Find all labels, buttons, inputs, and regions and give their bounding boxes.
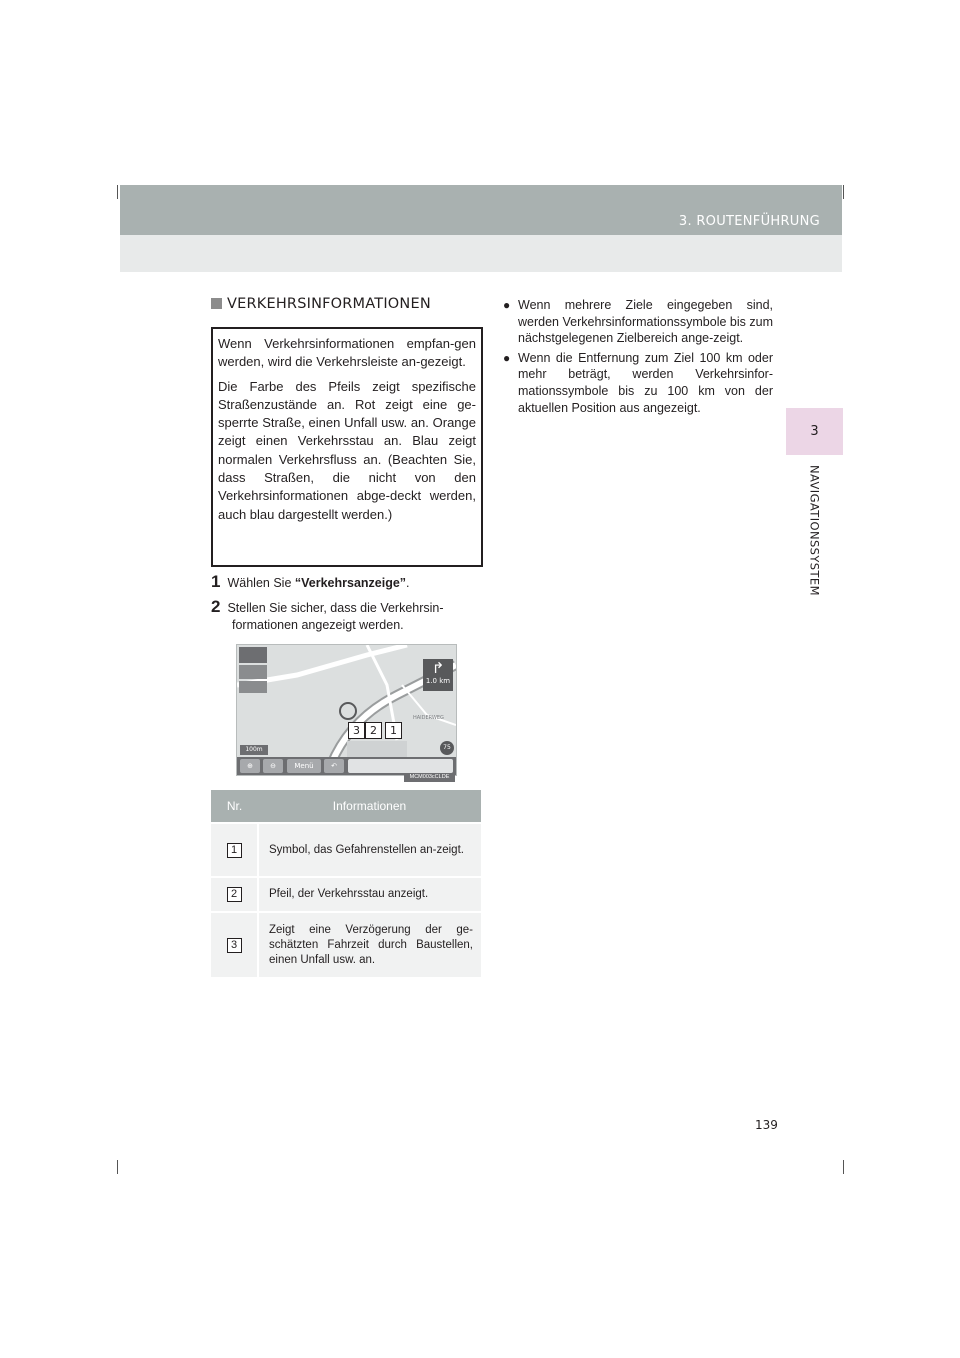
note-text: Wenn die Entfernung zum Ziel 100 km oder mehr beträgt, werden Verkehrsinfor-mationssymbole bis zu 100 km von der aktuellen Position aus angezeigt. <box>518 350 773 415</box>
step-button-name: “Verkehrsanzeige” <box>294 576 407 590</box>
header-subbar <box>120 235 842 272</box>
table-row <box>211 912 481 977</box>
navigation-screenshot <box>236 644 457 776</box>
row-number-box: 1 <box>227 843 242 858</box>
back-button: ↶ <box>324 759 344 773</box>
note-text: Wenn mehrere Ziele eingegeben sind, werden Verkehrsinformationssymbole bis zum nächstgelegenen Zielbereich ange-zeigt. <box>518 298 773 346</box>
step-text-suffix: . <box>406 576 410 590</box>
turn-distance: 1.0 km <box>425 677 451 685</box>
turn-arrow-icon: ↱ <box>431 659 445 677</box>
info-table <box>211 790 481 977</box>
traffic-bar <box>348 759 453 773</box>
callout-2: 2 <box>365 722 382 739</box>
callout-1: 1 <box>385 722 402 739</box>
chapter-tab <box>786 408 843 455</box>
table-cell-info: Zeigt eine Verzögerung der ge-schätzten Fahrzeit durch Baustellen, einen Unfall usw. an. <box>258 912 481 977</box>
table-header-nr: Nr. <box>211 790 258 823</box>
route-badge: 75 <box>443 744 451 751</box>
table-cell-info: Pfeil, der Verkehrsstau anzeigt. <box>258 877 481 912</box>
step-number: 1 <box>211 572 221 591</box>
callout-3: 3 <box>348 722 365 739</box>
info-box <box>211 327 483 567</box>
page-number: 139 <box>755 1118 778 1132</box>
section-heading <box>211 296 431 312</box>
step-text: Stellen Sie sicher, dass die Verkehrsin- <box>227 601 444 615</box>
row-number-box: 2 <box>227 887 242 902</box>
step-number: 2 <box>211 597 221 616</box>
crop-mark <box>843 1160 844 1174</box>
zoom-in-button: ⊕ <box>240 759 260 773</box>
list-item <box>503 350 773 416</box>
crop-mark <box>117 1160 118 1174</box>
bullet-icon: ● <box>503 298 511 312</box>
info-paragraph: Wenn Verkehrsinformationen empfan-gen werden, wird die Verkehrsleiste an-gezeigt. <box>218 336 476 370</box>
step-2 <box>211 598 481 634</box>
chapter-title: 3. ROUTENFÜHRUNG <box>678 214 820 229</box>
map-scale: 100m <box>240 745 268 755</box>
row-number-box: 3 <box>227 938 242 953</box>
step-1 <box>211 573 410 592</box>
chapter-side-label: NAVIGATIONSSYSTEM <box>807 465 822 596</box>
table-header-info: Informationen <box>258 790 481 823</box>
table-cell-info: Symbol, das Gefahrenstellen an-zeigt. <box>258 823 481 877</box>
crop-mark <box>843 185 844 199</box>
crop-mark <box>117 185 118 199</box>
table-row <box>211 877 481 912</box>
image-code: MCM003cCLDE <box>404 773 455 782</box>
next-turn-badge <box>423 659 453 691</box>
header-bar <box>120 185 842 235</box>
square-bullet-icon <box>211 298 222 309</box>
bullet-icon: ● <box>503 350 511 365</box>
place-label: HAIDERWEG <box>413 715 444 721</box>
table-row <box>211 823 481 877</box>
note-list <box>503 297 773 419</box>
menu-button: Menü <box>287 759 321 773</box>
info-paragraph: Die Farbe des Pfeils zeigt spezifische Straßenzustände an. Rot zeigt eine ge-sperrte Straße, einen Unfall usw. an. Orange zeigt einen Verkehrsstau an. Blau zeigt normalen Verkehrsfluss an. (Beachten Sie, dass Straßen, die nicht von den Verkehrsinformationen abge-deckt werden, auch blau dargestellt werden.) <box>218 378 476 522</box>
zoom-out-button: ⊖ <box>263 759 283 773</box>
step-text: Wählen Sie <box>227 576 295 590</box>
chapter-number: 3 <box>810 424 819 439</box>
section-heading-text: VERKEHRSINFORMATIONEN <box>227 296 431 312</box>
step-text-continued: formationen angezeigt werden. <box>232 618 404 632</box>
list-item <box>503 297 773 347</box>
